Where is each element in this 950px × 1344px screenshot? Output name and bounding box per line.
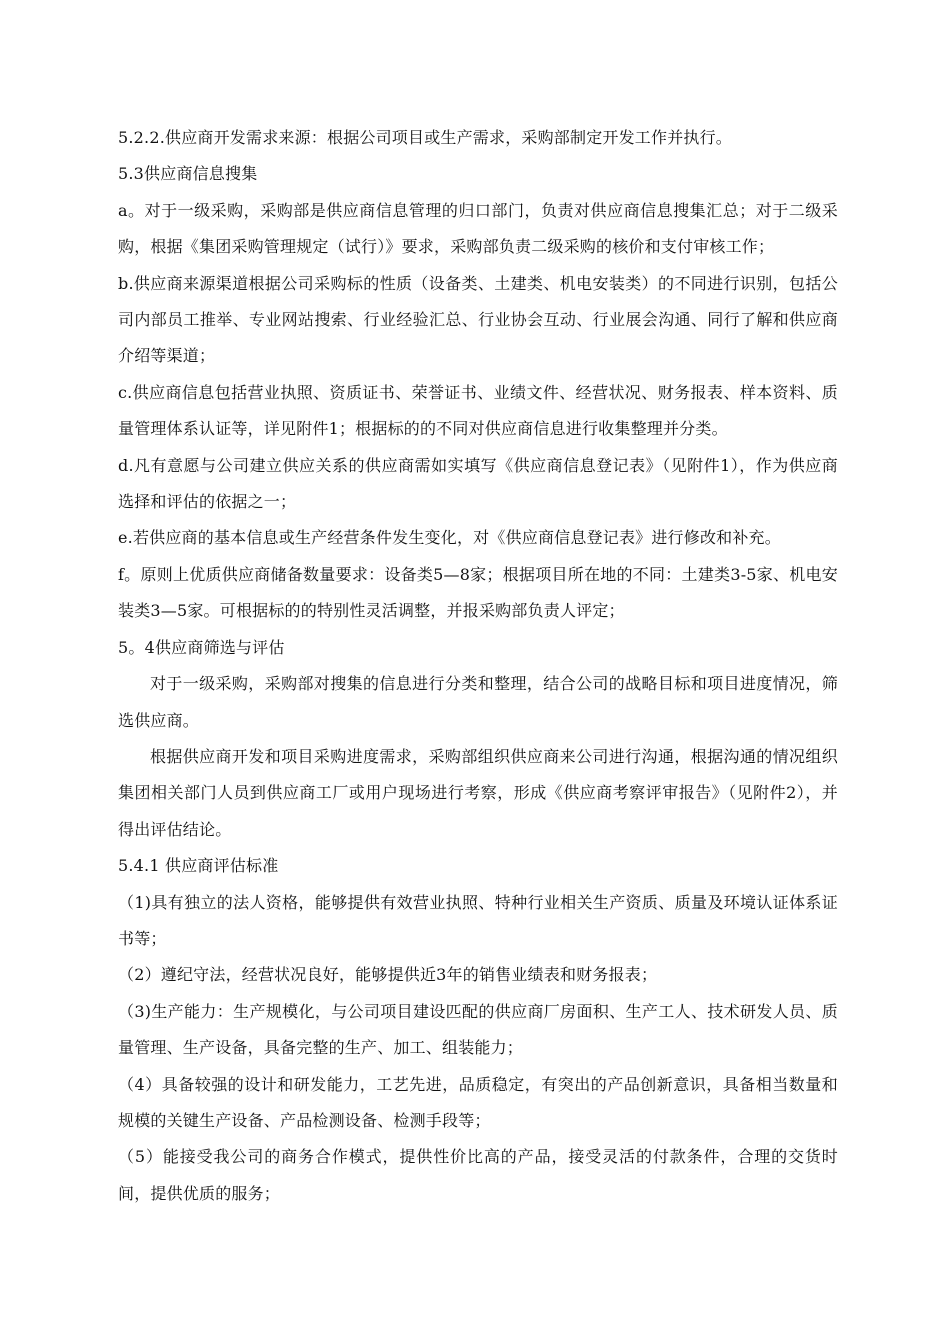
item-b-text: b.供应商来源渠道根据公司采购标的性质（设备类、土建类、机电安装类）的不同进行识别，包括公司内部员工推举、专业网站搜索、行业经验汇总、行业协会互动、行业展会沟通、同行了解和供应商介绍等渠道； — [118, 273, 838, 366]
criterion-2-text: （2）遵纪守法，经营状况良好，能够提供近3年的销售业绩表和财务报表； — [118, 965, 658, 985]
criterion-5-text: （5）能接受我公司的商务合作模式，提供性价比高的产品，接受灵活的付款条件，合理的交货时间，提供优质的服务； — [118, 1147, 838, 1203]
item-c-text: c.供应商信息包括营业执照、资质证书、荣誉证书、业绩文件、经营状况、财务报表、样本资料、质量管理体系认证等，详见附件1；根据标的的不同对供应商信息进行收集整理并分类。 — [118, 382, 838, 439]
section-5-2-2-text: 5.2.2.供应商开发需求来源：根据公司项目或生产需求，采购部制定开发工作并执行。 — [118, 128, 732, 147]
criterion-1-text: （1)具有独立的法人资格，能够提供有效营业执照、特种行业相关生产资质、质量及环境认证体系证书等； — [118, 892, 838, 948]
screening-paragraph-2: 根据供应商开发和项目采购进度需求，采购部组织供应商来公司进行沟通，根据沟通的情况组织集团相关部门人员到供应商工厂或用户现场进行考察，形成《供应商考察评审报告》（见附件2），并得出评估结论。 — [118, 746, 838, 839]
section-5-4-heading: 5。4供应商筛选与评估 — [118, 637, 285, 657]
item-e-text: e.若供应商的基本信息或生产经营条件发生变化，对《供应商信息登记表》进行修改和补充。 — [118, 528, 781, 548]
screening-paragraph-1: 对于一级采购，采购部对搜集的信息进行分类和整理，结合公司的战略目标和项目进度情况，筛选供应商。 — [118, 674, 838, 730]
section-5-3-heading: 5.3供应商信息搜集 — [118, 164, 258, 184]
document-body — [118, 120, 838, 1212]
section-5-4-1-heading: 5.4.1 供应商评估标准 — [118, 856, 279, 876]
item-d-text: d.凡有意愿与公司建立供应关系的供应商需如实填写《供应商信息登记表》（见附件1），作为供应商选择和评估的依据之一； — [118, 455, 838, 512]
criterion-4-text: （4）具备较强的设计和研发能力，工艺先进，品质稳定，有突出的产品创新意识，具备相当数量和规模的关键生产设备、产品检测设备、检测手段等； — [118, 1074, 838, 1130]
item-f-text: f。原则上优质供应商储备数量要求：设备类5—8家；根据项目所在地的不同：土建类3-5家、机电安装类3—5家。可根据标的的特别性灵活调整，并报采购部负责人评定； — [118, 564, 838, 621]
item-a-text: a。对于一级采购，采购部是供应商信息管理的归口部门，负责对供应商信息搜集汇总；对于二级采购，根据《集团采购管理规定（试行）》要求，采购部负责二级采购的核价和支付审核工作； — [118, 200, 838, 257]
criterion-3-text: （3)生产能力：生产规模化，与公司项目建设匹配的供应商厂房面积、生产工人、技术研发人员、质量管理、生产设备，具备完整的生产、加工、组装能力； — [118, 1001, 838, 1058]
